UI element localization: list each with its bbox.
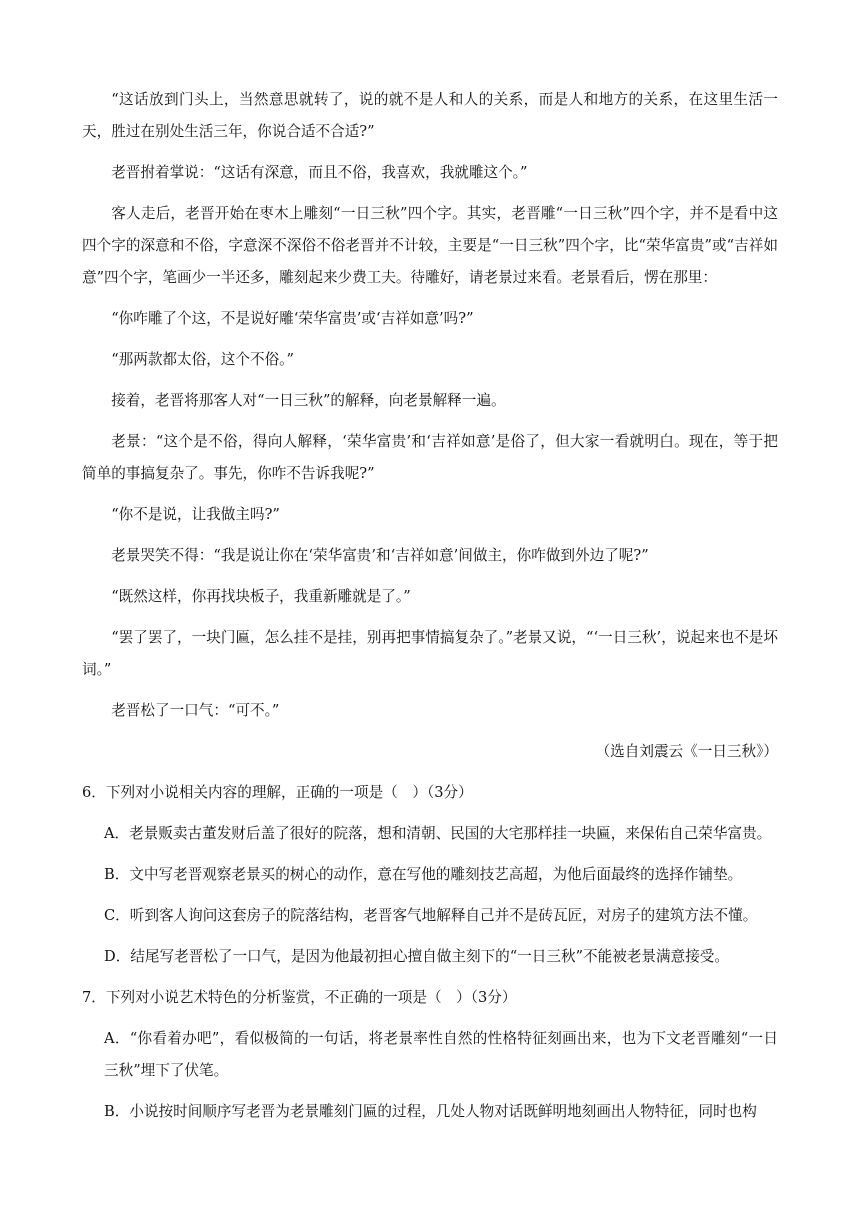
question-stem: 6．下列对小说相关内容的理解，正确的一项是（ ）（3分） [82, 784, 473, 801]
passage-paragraph: “既然这样，你再找块板子，我重新雕就是了。” [111, 588, 411, 605]
passage-paragraph: “那两款都太俗，这个不俗。” [111, 351, 294, 368]
question-option: A．“你看着办吧”，看似极简的一句话，将老景率性自然的性格特征刻画出来，也为下文老晋雕刻“一日三秋”埋下了伏笔。 [104, 1030, 778, 1079]
passage [82, 84, 778, 768]
passage-source: （选自刘震云《一日三秋》） [595, 743, 778, 760]
question-6 [82, 777, 778, 973]
passage-paragraph: 客人走后，老晋开始在枣木上雕刻“一日三秋”四个字。其实，老晋雕“一日三秋”四个字，并不是看中这四个字的深意和不俗，字意深不深俗不俗老晋并不计较，主要是“一日三秋”四个字，比“荣华富贵”或“吉祥如意”四个字，笔画少一半还多，雕刻起来少费工夫。待雕好，请老景过来看。老景看后，愣在那里： [82, 205, 778, 286]
question-7 [82, 982, 778, 1128]
passage-paragraph: “这话放到门头上，当然意思就转了，说的就不是人和人的关系，而是人和地方的关系，在这里生活一天，胜过在别处生活三年，你说合适不合适?” [82, 91, 778, 140]
passage-paragraph: “你不是说，让我做主吗?” [111, 506, 280, 523]
question-option: A．老景贩卖古董发财后盖了很好的院落，想和清朝、民国的大宅那样挂一块匾，来保佑自己荣华富贵。 [104, 825, 772, 842]
passage-paragraph: 老晋拊着掌说：“这话有深意，而且不俗，我喜欢，我就雕这个。” [111, 164, 528, 181]
passage-paragraph: “罢了罢了，一块门匾，怎么挂不是挂，别再把事情搞复杂了。”老景又说，“‘一日三秋’，说起来也不是坏词。” [82, 629, 778, 678]
passage-paragraph: “你咋雕了个这，不是说好雕‘荣华富贵’或‘吉祥如意’吗?” [111, 310, 474, 327]
passage-paragraph: 老晋松了一口气：“可不。” [111, 702, 280, 719]
question-option: D．结尾写老晋松了一口气，是因为他最初担心擅自做主刻下的“一日三秋”不能被老景满意接受。 [104, 948, 729, 965]
passage-paragraph: 老景哭笑不得：“我是说让你在‘荣华富贵’和‘吉祥如意’间做主，你咋做到外边了呢?” [111, 547, 649, 564]
question-stem: 7．下列对小说艺术特色的分析鉴赏，不正确的一项是（ ）（3分） [82, 989, 517, 1006]
question-option: B．文中写老晋观察老景买的树心的动作，意在写他的雕刻技艺高超，为他后面最终的选择作铺垫。 [104, 866, 743, 883]
question-option: C．听到客人询问这套房子的院落结构，老晋客气地解释自己并不是砖瓦匠，对房子的建筑方法不懂。 [104, 907, 758, 924]
question-option: B．小说按时间顺序写老晋为老景雕刻门匾的过程，几处人物对话既鲜明地刻画出人物特征，同时也构 [104, 1103, 757, 1120]
passage-paragraph: 老景：“这个是不俗，得向人解释，‘荣华富贵’和‘吉祥如意’是俗了，但大家一看就明白。现在，等于把简单的事搞复杂了。事先，你咋不告诉我呢?” [82, 433, 778, 482]
passage-paragraph: 接着，老晋将那客人对“一日三秋”的解释，向老景解释一遍。 [111, 392, 506, 409]
